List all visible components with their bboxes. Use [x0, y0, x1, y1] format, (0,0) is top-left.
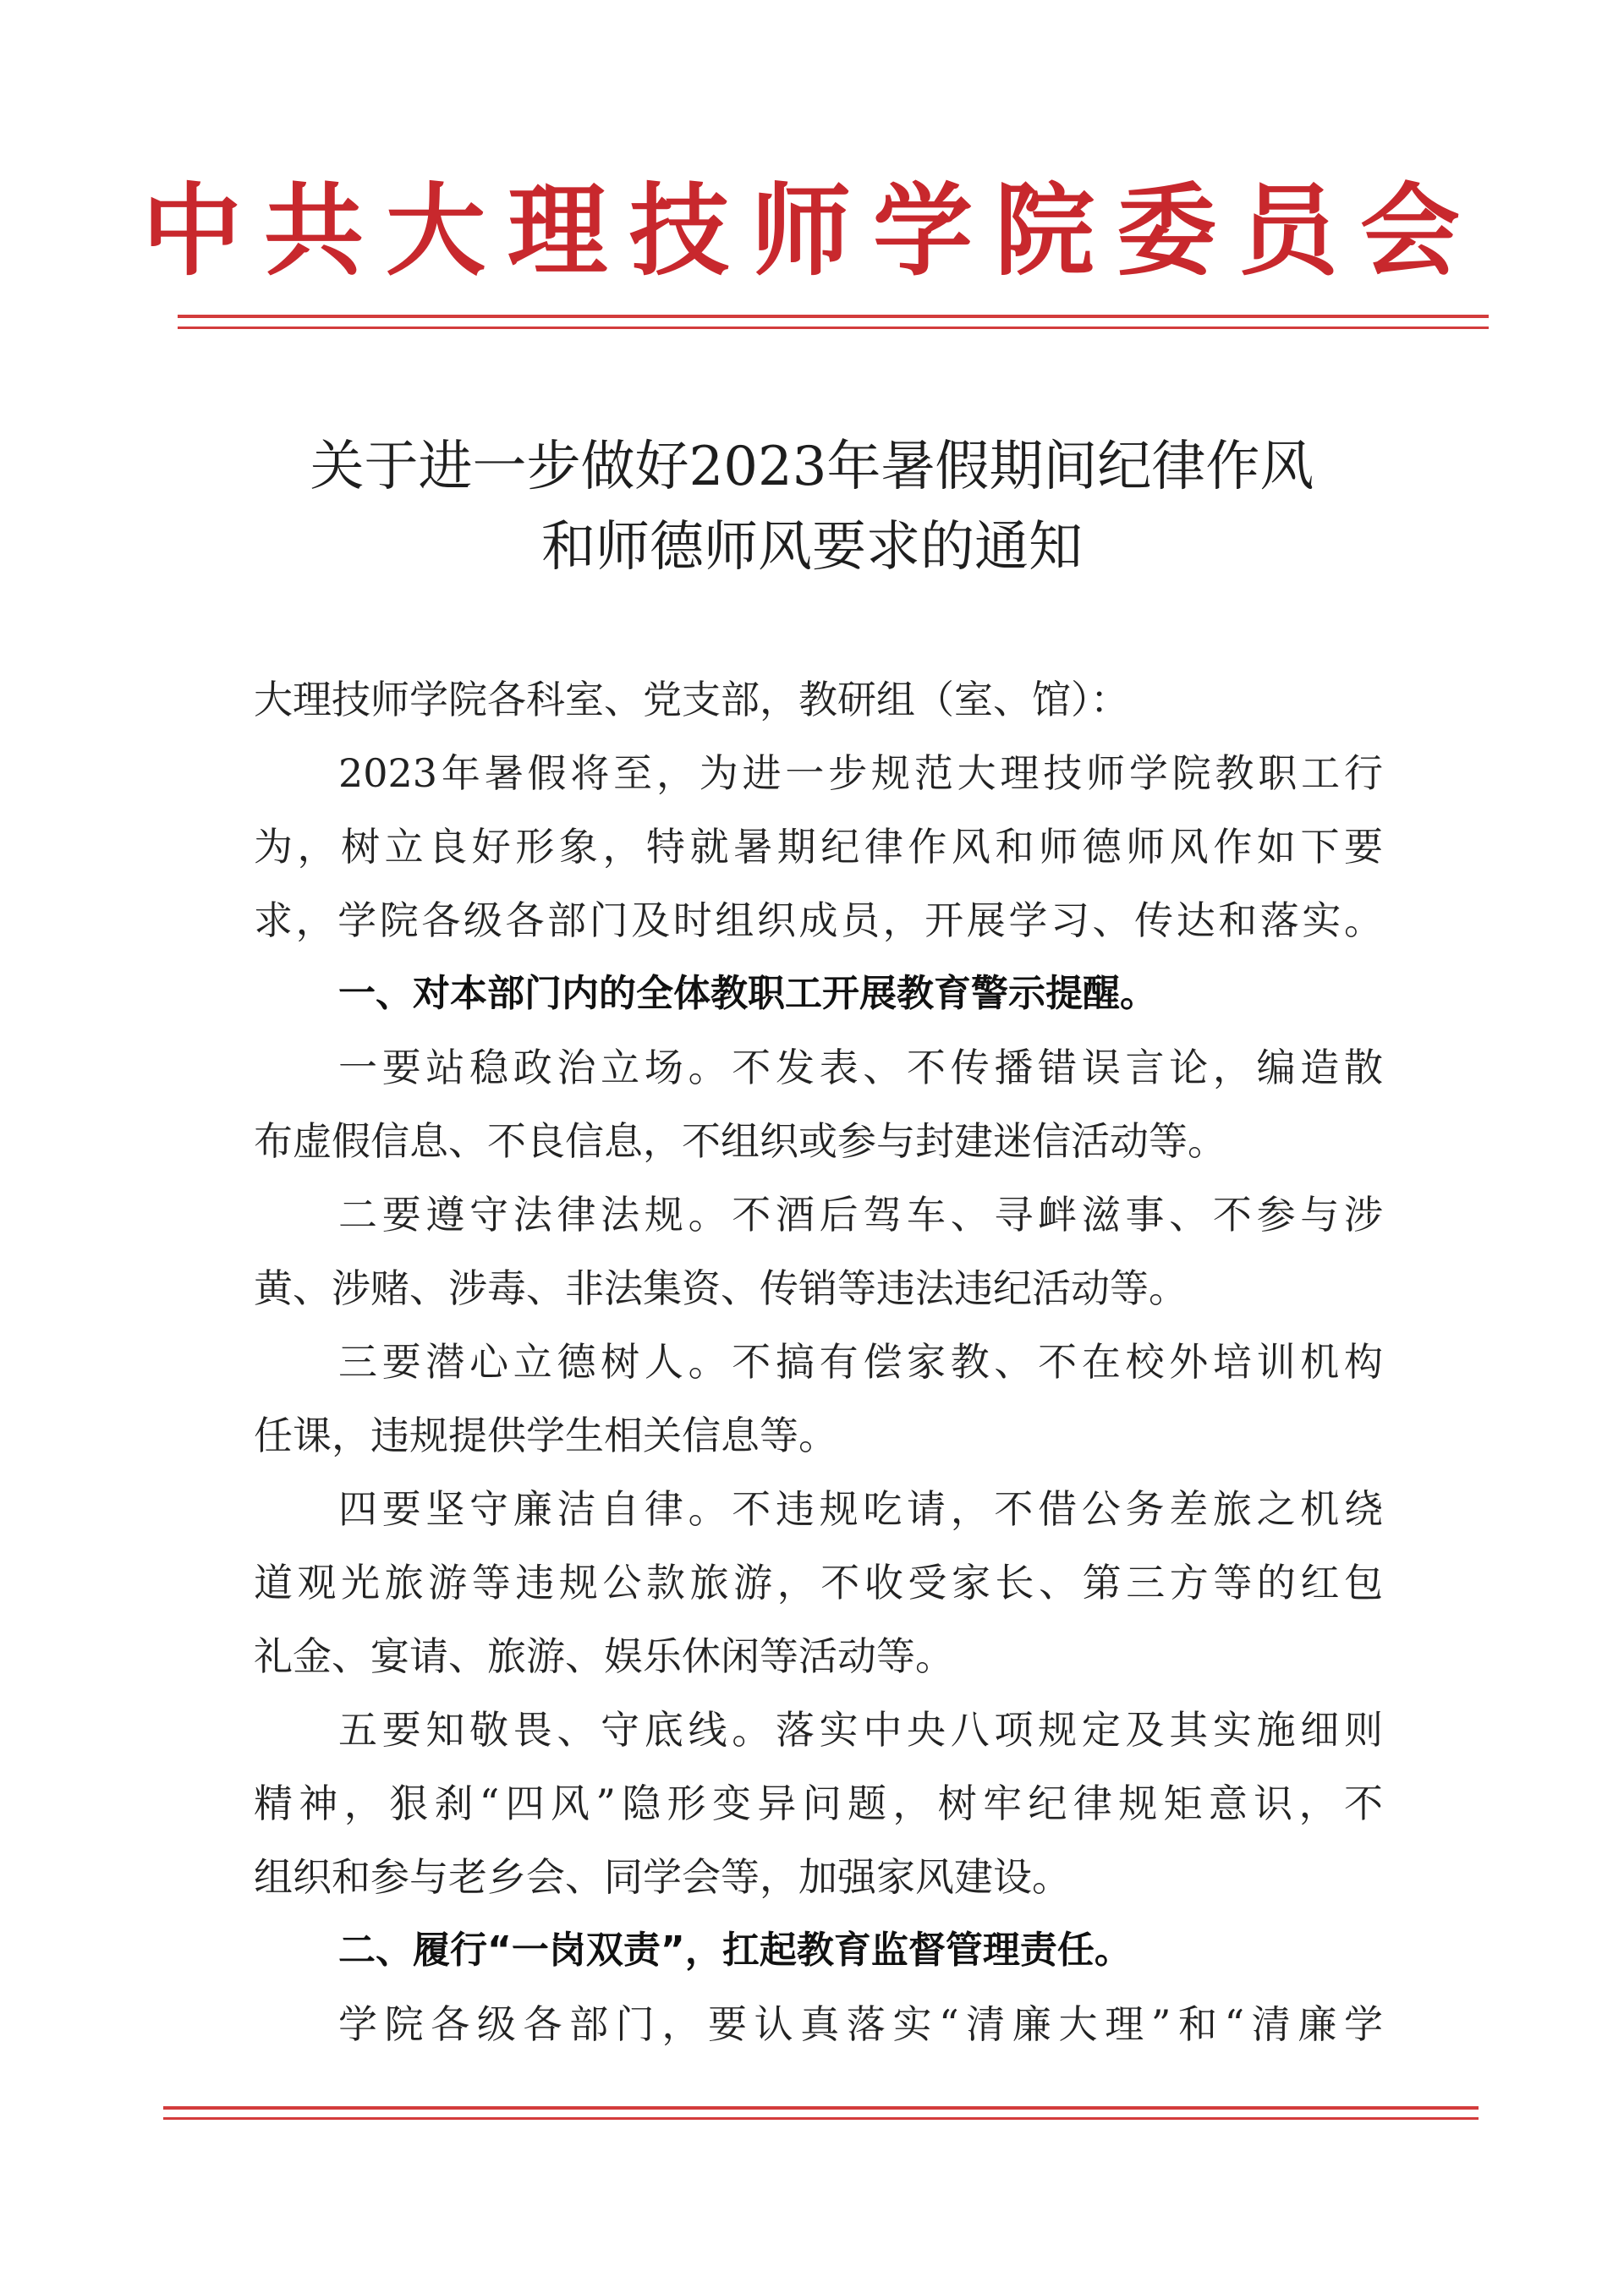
- footer-rule-thick: [163, 2106, 1479, 2110]
- paragraph-line: 道观光旅游等违规公款旅游，不收受家长、第三方等的红包: [254, 1560, 1383, 1605]
- masthead-rule-thin: [178, 327, 1489, 329]
- paragraph-line: 三要潜心立德树人。不搞有偿家教、不在校外培训机构: [338, 1339, 1383, 1385]
- document-title: [0, 427, 1624, 588]
- org-masthead: 中共大理技师学院委员会: [141, 172, 1482, 289]
- paragraph-line: 2023年暑假将至，为进一步规范大理技师学院教职工行: [338, 750, 1383, 796]
- document-title-line: 关于进一步做好2023年暑假期间纪律作风: [310, 436, 1314, 498]
- paragraph-line: 一要站稳政治立场。不发表、不传播错误言论，编造散: [338, 1045, 1383, 1090]
- paragraph-line: 黄、涉赌、涉毒、非法集资、传销等违法违纪活动等。: [254, 1265, 1188, 1311]
- paragraph-line: 任课，违规提供学生相关信息等。: [254, 1413, 837, 1458]
- paragraph-line: 五要知敬畏、守底线。落实中央八项规定及其实施细则: [338, 1707, 1383, 1753]
- paragraph-line: 礼金、宴请、旅游、娱乐休闲等活动等。: [254, 1633, 954, 1679]
- paragraph-line: 为，树立良好形象，特就暑期纪律作风和师德师风作如下要: [254, 824, 1383, 870]
- paragraph-line: 学院各级各部门，要认真落实“清廉大理”和“清廉学: [338, 2001, 1383, 2047]
- paragraph-line: 组织和参与老乡会、同学会等，加强家风建设。: [254, 1854, 1071, 1900]
- section-heading: 一、对本部门内的全体教职工开展教育警示提醒。: [338, 972, 1157, 1015]
- paragraph-line: 四要坚守廉洁自律。不违规吃请，不借公务差旅之机绕: [338, 1486, 1383, 1532]
- document-title-line: 和师德师风要求的通知: [541, 516, 1083, 579]
- paragraph-line: 精神，狠刹“四风”隐形变异问题，树牢纪律规矩意识，不: [254, 1781, 1383, 1826]
- section-heading: 二、履行“一岗双责”，扛起教育监督管理责任。: [338, 1929, 1132, 1972]
- masthead-rule-thick: [178, 315, 1489, 318]
- footer-rule-thin: [163, 2117, 1479, 2120]
- paragraph-line: 二要遵守法律法规。不酒后驾车、寻衅滋事、不参与涉: [338, 1192, 1383, 1238]
- paragraph-line: 布虚假信息、不良信息，不组织或参与封建迷信活动等。: [254, 1118, 1226, 1164]
- paragraph-line: 求，学院各级各部门及时组织成员，开展学习、传达和落实。: [254, 897, 1383, 943]
- salutation: 大理技师学院各科室、党支部，教研组（室、馆）：: [254, 677, 1129, 722]
